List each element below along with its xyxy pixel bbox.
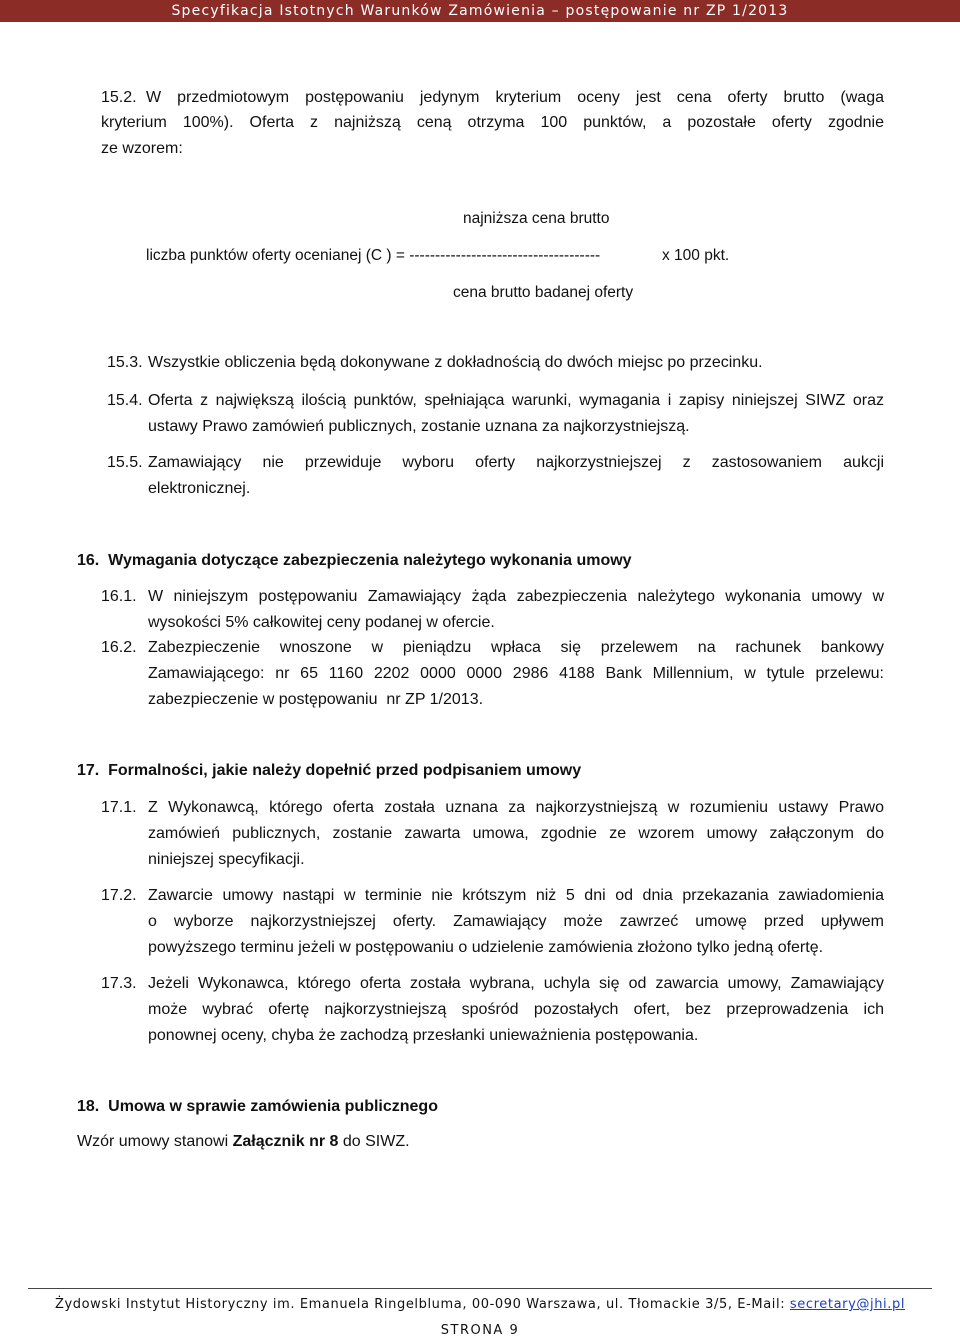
section-17-1-number: 17.1.: [101, 799, 137, 816]
section-17-1-line-1: Z Wykonawcą, którego oferta została uznana za najkorzystniejszą w rozumieniu ustawy Prawo: [148, 799, 884, 816]
section-17-2-number: 17.2.: [101, 887, 137, 904]
footer-email-link[interactable]: secretary@jhi.pl: [789, 1297, 906, 1312]
formula-numerator: najniższa cena brutto: [463, 210, 610, 227]
section-17-2-line-1: Zawarcie umowy nastąpi w terminie nie krótszym niż 5 dni od dnia przekazania zawiadomienia: [148, 887, 884, 904]
section-16-1-line-1: W niniejszym postępowaniu Zamawiający żąda zabezpieczenia należytego wykonania umowy w: [148, 588, 884, 605]
formula-multiplier: x 100 pkt.: [662, 247, 730, 264]
section-15-2-text: [146, 85, 884, 111]
section-16-heading: 16. Wymagania dotyczące zabezpieczenia należytego wykonania umowy: [77, 552, 632, 569]
footer: [0, 1297, 960, 1312]
section-17-2-line-3: powyższego terminu jeżeli w postępowaniu o udzielenie zamówienia złożono tylko jedną ofertę.: [148, 939, 824, 956]
section-18-heading: 18. Umowa w sprawie zamówienia publicznego: [77, 1098, 438, 1115]
section-16-2-line-3: zabezpieczenie w postępowaniu nr ZP 1/2013.: [148, 691, 484, 708]
section-16-1-text: [148, 584, 884, 636]
section-17-1-text: [148, 795, 884, 873]
section-15-4-number: 15.4.: [107, 392, 143, 409]
formula-lhs: liczba punktów oferty ocenianej (C ) =: [146, 247, 410, 264]
section-16-2-number: 16.2.: [101, 639, 137, 656]
section-15-4-line-2: ustawy Prawo zamówień publicznych, zostanie uznana za najkorzystniejszą.: [148, 418, 690, 435]
section-16-2-line-2: Zamawiającego: nr 65 1160 2202 0000 0000 2986 4188 Bank Millennium, w tytule przelewu:: [148, 665, 884, 682]
footer-address: Żydowski Instytut Historyczny im. Emanuela Ringelbluma, 00-090 Warszawa, ul. Tłomackie 3/5, E-Mail:: [54, 1297, 790, 1312]
section-18-attachment: Załącznik nr 8: [232, 1133, 339, 1150]
section-18-text: [77, 1129, 410, 1155]
section-17-2-line-2: o wyborze najkorzystniejszej oferty. Zamawiający może zawrzeć umowę przed upływem: [148, 913, 884, 930]
section-17-3-line-3: ponownej oceny, chyba że zachodzą przesłanki unieważnienia postępowania.: [148, 1027, 699, 1044]
section-15-4-text: [148, 388, 884, 440]
section-15-5-line-2: elektronicznej.: [148, 480, 251, 497]
section-15-2-line-2: kryterium 100%). Oferta z najniższą ceną otrzyma 100 punktów, a pozostałe oferty zgodnie: [101, 114, 884, 131]
section-15-5-text: [148, 450, 884, 502]
page-number: STRONA 9: [440, 1323, 520, 1338]
section-15-4-line-1: Oferta z największą ilością punktów, spełniająca warunki, wymagania i zapisy niniejszej SIWZ oraz: [148, 392, 884, 409]
section-15-2-number: 15.2.: [101, 89, 137, 106]
formula-fraction-bar: -------------------------------------: [409, 247, 601, 264]
section-17-3-text: [148, 971, 884, 1049]
formula-row: [146, 245, 600, 267]
section-18-text-after: do SIWZ.: [338, 1133, 410, 1150]
section-15-5-number: 15.5.: [107, 454, 143, 471]
formula-denominator: cena brutto badanej oferty: [453, 284, 634, 301]
section-16-1-number: 16.1.: [101, 588, 137, 605]
section-15-5-line-1: Zamawiający nie przewiduje wyboru oferty najkorzystniejszej z zastosowaniem aukcji: [148, 454, 884, 471]
section-17-1-line-2: zamówień publicznych, zostanie zawarta umowa, zgodnie ze wzorem umowy załączonym do: [148, 825, 884, 842]
section-15-3-text: Wszystkie obliczenia będą dokonywane z dokładnością do dwóch miejsc po przecinku.: [148, 354, 763, 371]
header-title: Specyfikacja Istotnych Warunków Zamówienia – postępowanie nr ZP 1/2013: [171, 3, 789, 19]
section-15-2-line-3: ze wzorem:: [101, 140, 183, 157]
section-16-2-line-1: Zabezpieczenie wnoszone w pieniądzu wpłaca się przelewem na rachunek bankowy: [148, 639, 884, 656]
section-15-2-continued: [101, 110, 884, 162]
section-15-3-number: 15.3.: [107, 354, 143, 371]
footer-divider: [28, 1288, 932, 1289]
page-header: [0, 0, 960, 22]
section-16-2-text: [148, 635, 884, 713]
section-15-2-line-1: W przedmiotowym postępowaniu jedynym kryterium oceny jest cena oferty brutto (waga: [146, 89, 884, 106]
section-17-3-line-1: Jeżeli Wykonawca, którego oferta została wybrana, uchyla się od zawarcia umowy, Zamawiający: [148, 975, 884, 992]
section-17-2-text: [148, 883, 884, 961]
section-18-text-before: Wzór umowy stanowi: [77, 1133, 233, 1150]
section-16-1-line-2: wysokości 5% całkowitej ceny podanej w ofercie.: [148, 614, 495, 631]
section-17-1-line-3: niniejszej specyfikacji.: [148, 851, 305, 868]
section-17-3-line-2: może wybrać ofertę najkorzystniejszą spośród pozostałych ofert, bez przeprowadzenia ich: [148, 1001, 884, 1018]
section-17-heading: 17. Formalności, jakie należy dopełnić przed podpisaniem umowy: [77, 762, 582, 779]
section-17-3-number: 17.3.: [101, 975, 137, 992]
